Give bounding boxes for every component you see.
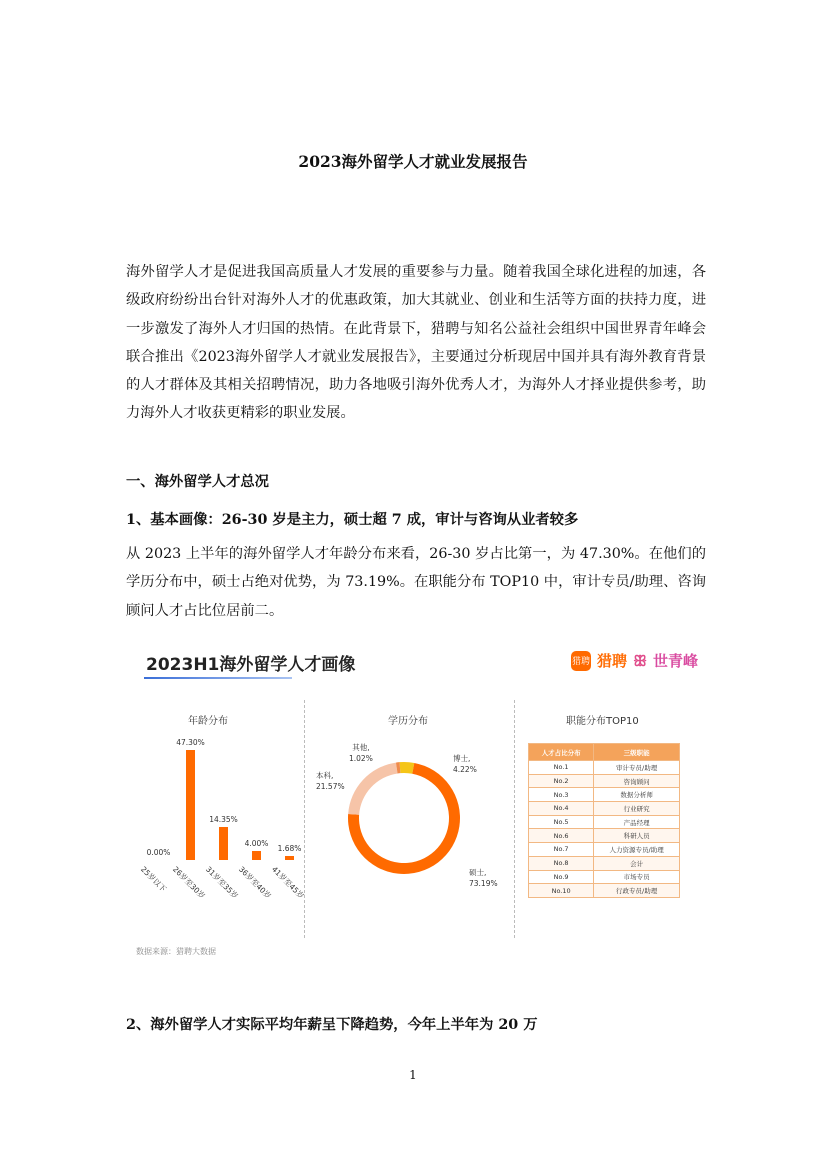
bar-value-label: 1.68% xyxy=(277,844,302,854)
education-donut-chart xyxy=(336,750,472,886)
intro-paragraph: 海外留学人才是促进我国高质量人才发展的重要参与力量。随着我国全球化进程的加速，各级政府纷纷出台针对海外人才的优惠政策，加大其就业、创业和生活等方面的扶持力度，进一步激发了海外人才归国的热情。在此背景下，猎聘与知名公益社会组织中国世界青年峰会联合推出《2023海外留学人才就业发展报告》，主要通过分析现居中国并具有海外教育背景的人才群体及其相关招聘情况，助力各地吸引海外优秀人才，为海外人才择业提供参考，助力海外人才收获更精彩的职业发展。 xyxy=(126,264,706,422)
function-cell: 市场专员 xyxy=(594,870,680,884)
table-row xyxy=(529,774,680,788)
table-row xyxy=(529,884,680,898)
rank-cell: No.1 xyxy=(529,761,594,775)
table-row xyxy=(529,856,680,870)
bar-category-label: 25岁以下 xyxy=(138,864,168,894)
rank-cell: No.9 xyxy=(529,870,594,884)
function-cell: 人力资源专员/助理 xyxy=(594,843,680,857)
table-row xyxy=(529,870,680,884)
bar-value-label: 4.00% xyxy=(244,838,269,848)
bar-value-label: 0.00% xyxy=(146,848,171,857)
bar-value-label: 47.30% xyxy=(176,738,205,748)
title-underline xyxy=(144,677,292,679)
rank-cell: No.7 xyxy=(529,843,594,857)
partner-name: 世青峰 xyxy=(652,652,698,670)
bar-category-label: 41岁至45岁 xyxy=(269,864,306,901)
donut-label-master: 硕士, 73.19% xyxy=(469,868,498,888)
rank-cell: No.4 xyxy=(529,802,594,816)
paragraph-basic-profile: 从 2023 上半年的海外留学人才年龄分布来看，26-30 岁占比第一，为 47.30%。在他们的学历分布中，硕士占绝对优势，为 73.19%。在职能分布 TOP10 中，审计专员/助理、咨询顾问人才占比位居前二。 xyxy=(126,546,706,619)
table-row xyxy=(529,815,680,829)
liepin-logo-icon: 猎聘 xyxy=(571,651,591,671)
age-bar xyxy=(252,851,261,860)
table-row xyxy=(529,802,680,816)
function-cell: 行政专员/助理 xyxy=(594,884,680,898)
panel-divider xyxy=(514,700,515,938)
donut-label-bachelor: 本科, 21.57% xyxy=(316,771,345,791)
donut-slice xyxy=(348,763,397,815)
section-heading-1: 一、海外留学人才总况 xyxy=(126,474,269,490)
infographic-title: 2023H1海外留学人才画像 xyxy=(146,655,356,675)
table-row xyxy=(529,829,680,843)
page-number: 1 xyxy=(409,1068,417,1082)
donut-slice xyxy=(400,762,415,774)
donut-label-phd: 博士, 4.22% xyxy=(453,754,477,774)
bar-category-label: 31岁至35岁 xyxy=(203,864,240,901)
partner-logo-icon: ꕥ xyxy=(633,651,647,670)
bar-value-label: 14.35% xyxy=(209,814,238,824)
age-bar xyxy=(186,750,195,860)
table-row xyxy=(529,843,680,857)
subsection-heading-2: 2、海外留学人才实际平均年薪呈下降趋势，今年上半年为 20 万 xyxy=(126,1017,538,1033)
table-row xyxy=(529,788,680,802)
function-table-title: 职能分布TOP10 xyxy=(566,716,639,727)
document-title: 2023海外留学人才就业发展报告 xyxy=(298,152,528,171)
age-bar xyxy=(219,827,228,860)
function-top10-table xyxy=(528,743,680,898)
brand-logos xyxy=(571,650,698,671)
table-row xyxy=(529,761,680,775)
rank-cell: No.6 xyxy=(529,829,594,843)
function-cell: 产品经理 xyxy=(594,815,680,829)
rank-cell: No.8 xyxy=(529,856,594,870)
education-chart-title: 学历分布 xyxy=(388,716,428,727)
rank-cell: No.10 xyxy=(529,884,594,898)
function-cell: 科研人员 xyxy=(594,829,680,843)
infographic xyxy=(136,640,704,970)
bar-category-label: 36岁至40岁 xyxy=(236,864,273,901)
function-cell: 行业研究 xyxy=(594,802,680,816)
data-source: 数据来源：猎聘大数据 xyxy=(136,947,216,956)
function-cell: 审计专员/助理 xyxy=(594,761,680,775)
rank-cell: No.2 xyxy=(529,774,594,788)
table-header: 三级职能 xyxy=(594,744,680,761)
age-bar xyxy=(285,856,294,860)
bar-category-label: 26岁至30岁 xyxy=(170,864,207,901)
table-header: 人才占比分布 xyxy=(529,744,594,761)
brand-name: 猎聘 xyxy=(597,652,628,670)
age-chart-title: 年龄分布 xyxy=(188,716,228,727)
function-cell: 咨询顾问 xyxy=(594,774,680,788)
donut-label-other: 其他, 1.02% xyxy=(349,743,373,763)
rank-cell: No.3 xyxy=(529,788,594,802)
function-cell: 会计 xyxy=(594,856,680,870)
function-cell: 数据分析师 xyxy=(594,788,680,802)
rank-cell: No.5 xyxy=(529,815,594,829)
subsection-heading-1: 1、基本画像：26-30 岁是主力，硕士超 7 成，审计与咨询从业者较多 xyxy=(126,512,579,528)
panel-divider xyxy=(304,700,305,938)
